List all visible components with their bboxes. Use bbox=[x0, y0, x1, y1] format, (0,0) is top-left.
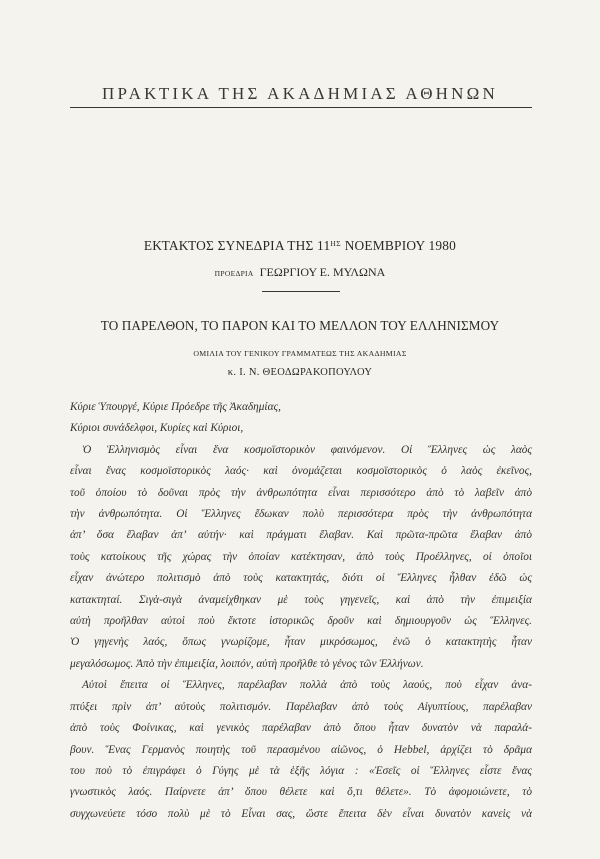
session-title bbox=[70, 238, 530, 254]
body-line: εἶναι ἕνας κοσμοϊστορικὸς λαός· καὶ ὀνομάζεται κοσμοϊστορικὸς ὁ λαὸς ἐκεῖνος, bbox=[70, 465, 532, 478]
header-rule bbox=[70, 107, 532, 108]
presidency-name: ΓΕΩΡΓΙΟΥ Ε. ΜΥΛΩΝΑ bbox=[259, 265, 386, 279]
body-line: εἶχαν ἀνώτερο πολιτισμὸ ἀπὸ τοὺς κατακτητάς, διότι οἱ Ἕλληνες ἦλθαν ἐδῶ ὡς bbox=[70, 572, 532, 585]
body-line: τὴν ἀνθρωπότητα. Οἱ Ἕλληνες ἔδωκαν πολὺ περισσότερα πρὸς τὴν ἀνθρωπότητα bbox=[70, 508, 532, 521]
body-line: Αὐτοὶ ἔπειτα οἱ Ἕλληνες, παρέλαβαν πολλὰ ἀπὸ τοὺς λαούς, ποὺ εἶχαν ἀνα- bbox=[82, 679, 532, 692]
running-head: ΠΡΑΚΤΙΚΑ ΤΗΣ ΑΚΑΔΗΜΙΑΣ ΑΘΗΝΩΝ bbox=[102, 84, 498, 103]
body-line: ἀπὸ τοὺς Φοίνικας, καὶ γενικὸς παρέλαβαν ἀπὸ ὅπου ἦταν δυνατὸν νὰ παραλά- bbox=[70, 722, 532, 735]
article-author: κ. Ι. Ν. ΘΕΟΔΩΡΑΚΟΠΟΥΛΟΥ bbox=[227, 367, 373, 378]
body-line: γνωστικὸς λαός. Παίρνετε ἀπ’ ὅπου θέλετε καὶ ὅ,τι θέλετε». Τὸ ἀφομοιώνετε, τὸ bbox=[70, 786, 532, 799]
session-title-superscript: ΗΣ bbox=[330, 239, 342, 248]
body-line: αὐτὴ προῆλθαν αὐτοὶ ποὺ ἔκτοτε ἱστορικῶς δροῦν καὶ δημιουργοῦν ὡς Ἕλληνες. bbox=[70, 615, 532, 628]
body-text bbox=[70, 397, 532, 825]
body-line: πτύξει πρὶν ἀπ’ αὐτοὺς πολιτισμόν. Παρέλαβαν ἀπὸ τοὺς Αἰγυπτίους, παρέλαβαν bbox=[70, 700, 532, 713]
body-line: Ὁ Ἑλληνισμὸς εἶναι ἕνα κοσμοϊστορικὸν φαινόμενον. Οἱ Ἕλληνες ὡς λαὸς bbox=[82, 443, 532, 456]
body-line: μεγαλόσωμος. Ἀπὸ τὴν ἐπιμειξία, λοιπόν, αὐτὴ προῆλθε τὸ γένος τῶν Ἑλλήνων. bbox=[70, 657, 424, 670]
presidency-line bbox=[70, 265, 530, 280]
body-line: ἀπ’ ὅσα ἔλαβαν ἀπ’ αὐτήν· καὶ πράγματι ἔλαβαν. Καὶ πρῶτα-πρῶτα ἔλαβαν ἀπὸ bbox=[70, 529, 532, 542]
session-title-main: ΕΚΤΑΚΤΟΣ ΣΥΝΕΔΡΙΑ ΤΗΣ 11 bbox=[143, 238, 331, 253]
presidency-label: ΠΡΟΕΔΡΙΑ bbox=[214, 269, 254, 278]
body-line: Ὁ γηγενὴς λαός, ὅπως γνωρίζομε, ἦταν μικρόσωμος, ἐνῶ ὁ κατακτητὴς ἦταν bbox=[70, 636, 532, 649]
article-subtitle: ΟΜΙΛΙΑ ΤΟΥ ΓΕΝΙΚΟΥ ΓΡΑΜΜΑΤΕΩΣ ΤΗΣ ΑΚΑΔΗΜΙΑΣ bbox=[193, 349, 407, 358]
body-line: κατακτηταί. Σιγὰ-σιγὰ ἀναμείχθηκαν μὲ τοὺς γηγενεῖς, καὶ ἀπὸ τὴν ἐπιμειξία bbox=[70, 593, 532, 606]
body-line: τοὺς κατοίκους τῆς χώρας τὴν ὁποίαν κατέκτησαν, ἀπὸ τοὺς Προέλληνες, οἱ ὁποῖοι bbox=[70, 550, 532, 563]
body-line: συγχωνεύετε τόσο πολὺ μὲ τὸ Εἶναι σας, ὥστε ἔπειτα δὲν εἶναι δυνατὸν κανεὶς νὰ bbox=[70, 807, 532, 820]
body-line: του ποὺ τὸ ἐπιγράφει ὁ Γύγης μὲ τὰ ἑξῆς λόγια : «Ἐσεῖς οἱ Ἕλληνες εἶστε ἕνας bbox=[70, 764, 532, 777]
body-line: Κύριε Ὑπουργέ, Κύριε Πρόεδρε τῆς Ἀκαδημίας, bbox=[70, 401, 281, 413]
session-title-date: ΝΟΕΜΒΡΙΟΥ 1980 bbox=[341, 238, 457, 253]
article-title: ΤΟ ΠΑΡΕΛΘΟΝ, ΤΟ ΠΑΡΟΝ ΚΑΙ ΤΟ ΜΕΛΛΟΝ ΤΟΥ ΕΛΛΗΝΙΣΜΟΥ bbox=[100, 318, 500, 333]
section-rule bbox=[262, 291, 340, 292]
body-line: τοῦ ὁποίου τὸ δοῦναι πρὸς τὴν ἀνθρωπότητα εἶναι περισσότερο ἀπὸ τὸ λαβεῖν ἀπὸ bbox=[70, 486, 532, 499]
body-line: Κύριοι συνάδελφοι, Κυρίες καὶ Κύριοι, bbox=[70, 422, 244, 435]
body-line: βουν. Ἕνας Γερμανὸς ποιητὴς τοῦ περασμένου αἰῶνος, ὁ Hebbel, ἀρχίζει τὸ δρᾶμα bbox=[70, 743, 532, 756]
